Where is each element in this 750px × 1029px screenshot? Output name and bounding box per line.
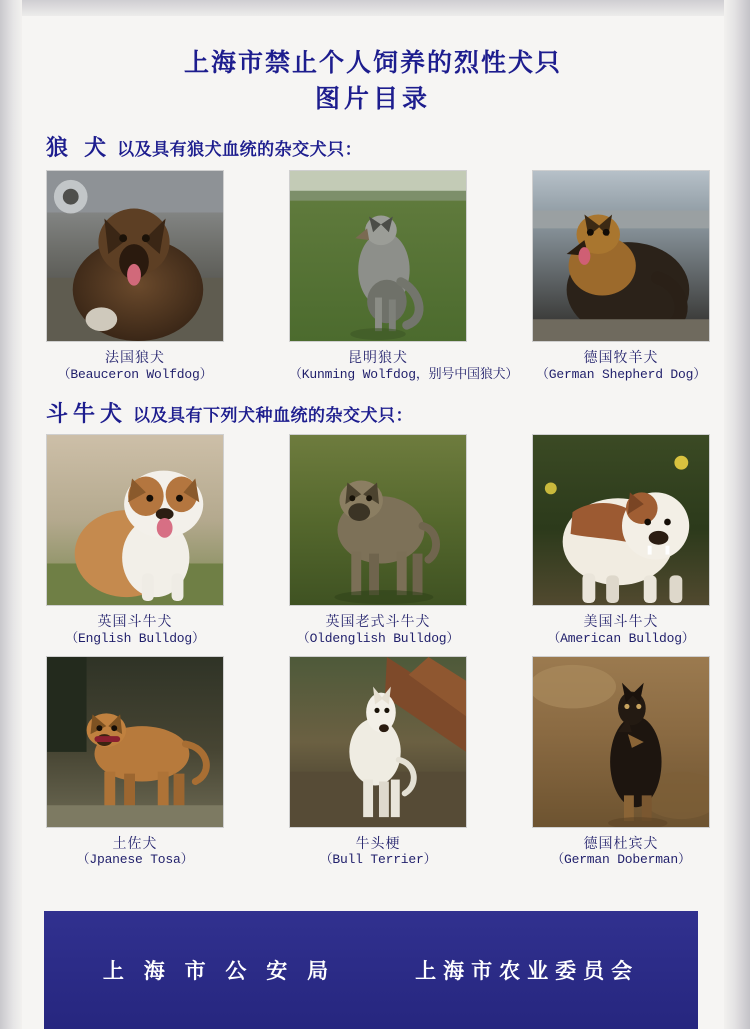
section-heading-note: 以及具有狼犬血统的杂交犬只： bbox=[117, 140, 363, 159]
photo-english-bulldog bbox=[46, 434, 224, 606]
paper-edge-right bbox=[724, 0, 750, 1029]
caption-cn: 牛头梗 bbox=[355, 834, 401, 851]
caption-cn: 德国杜宾犬 bbox=[583, 834, 659, 851]
caption-en: （Bull Terrier） bbox=[319, 852, 437, 868]
title-line-1: 上海市禁止个人饲养的烈性犬只 bbox=[183, 49, 562, 77]
photo-bull-terrier bbox=[289, 656, 467, 828]
photo-kunming-wolfdog bbox=[289, 170, 467, 342]
photo-row-bulldog-1 bbox=[46, 434, 710, 647]
photo-row-bulldog-2 bbox=[46, 656, 710, 869]
photo-german-shepherd-dog bbox=[532, 170, 710, 342]
list-item bbox=[46, 434, 224, 647]
caption-en: （Kunming Wolfdog，别号中国狼犬） bbox=[289, 366, 519, 382]
list-item bbox=[289, 170, 519, 383]
caption-cn: 英国斗牛犬 bbox=[97, 613, 173, 630]
section-heading-label: 狼 犬 bbox=[46, 135, 112, 160]
section-wolfdog bbox=[22, 131, 724, 383]
caption-en: （Oldenglish Bulldog） bbox=[296, 630, 460, 646]
photo-american-bulldog bbox=[532, 434, 710, 606]
page-title bbox=[22, 16, 724, 117]
poster-footer bbox=[44, 911, 698, 1029]
caption-cn: 昆明狼犬 bbox=[348, 349, 408, 365]
caption-en: （Jpanese Tosa） bbox=[76, 852, 194, 868]
caption-cn: 美国斗牛犬 bbox=[583, 613, 659, 630]
caption-en: （German Shepherd Dog） bbox=[535, 366, 707, 382]
list-item bbox=[532, 170, 710, 383]
list-item bbox=[289, 656, 467, 869]
section-heading-note: 以及具有下列犬种血统的杂交犬只： bbox=[133, 406, 414, 426]
section-heading-bulldog bbox=[46, 397, 710, 428]
caption-cn: 法国狼犬 bbox=[105, 349, 165, 365]
footer-authority-agriculture: 上海市农业委员会 bbox=[415, 960, 640, 983]
poster-sheet bbox=[22, 16, 724, 1029]
caption-en: （English Bulldog） bbox=[65, 630, 205, 646]
photo-oldenglish-bulldog bbox=[289, 434, 467, 606]
caption-cn: 土佐犬 bbox=[112, 834, 158, 851]
section-bulldog bbox=[22, 397, 724, 869]
photo-beauceron-wolfdog bbox=[46, 170, 224, 342]
caption-en: （Beauceron Wolfdog） bbox=[57, 366, 213, 382]
list-item bbox=[532, 656, 710, 869]
caption-en: （German Doberman） bbox=[551, 852, 691, 868]
footer-authority-police: 上 海 市 公 安 局 bbox=[102, 960, 336, 983]
caption-en: （American Bulldog） bbox=[547, 630, 695, 646]
title-line-2: 图片目录 bbox=[314, 84, 431, 113]
caption-cn: 德国牧羊犬 bbox=[583, 349, 659, 365]
list-item bbox=[46, 656, 224, 869]
list-item bbox=[289, 434, 467, 647]
caption-cn: 英国老式斗牛犬 bbox=[325, 613, 431, 630]
list-item bbox=[532, 434, 710, 647]
photo-german-doberman bbox=[532, 656, 710, 828]
photo-row-wolfdog bbox=[46, 170, 710, 383]
section-heading-label: 斗牛犬 bbox=[46, 401, 128, 427]
paper-edge-left bbox=[0, 0, 22, 1029]
list-item bbox=[46, 170, 224, 383]
section-heading-wolfdog bbox=[46, 131, 710, 162]
photo-japanese-tosa bbox=[46, 656, 224, 828]
